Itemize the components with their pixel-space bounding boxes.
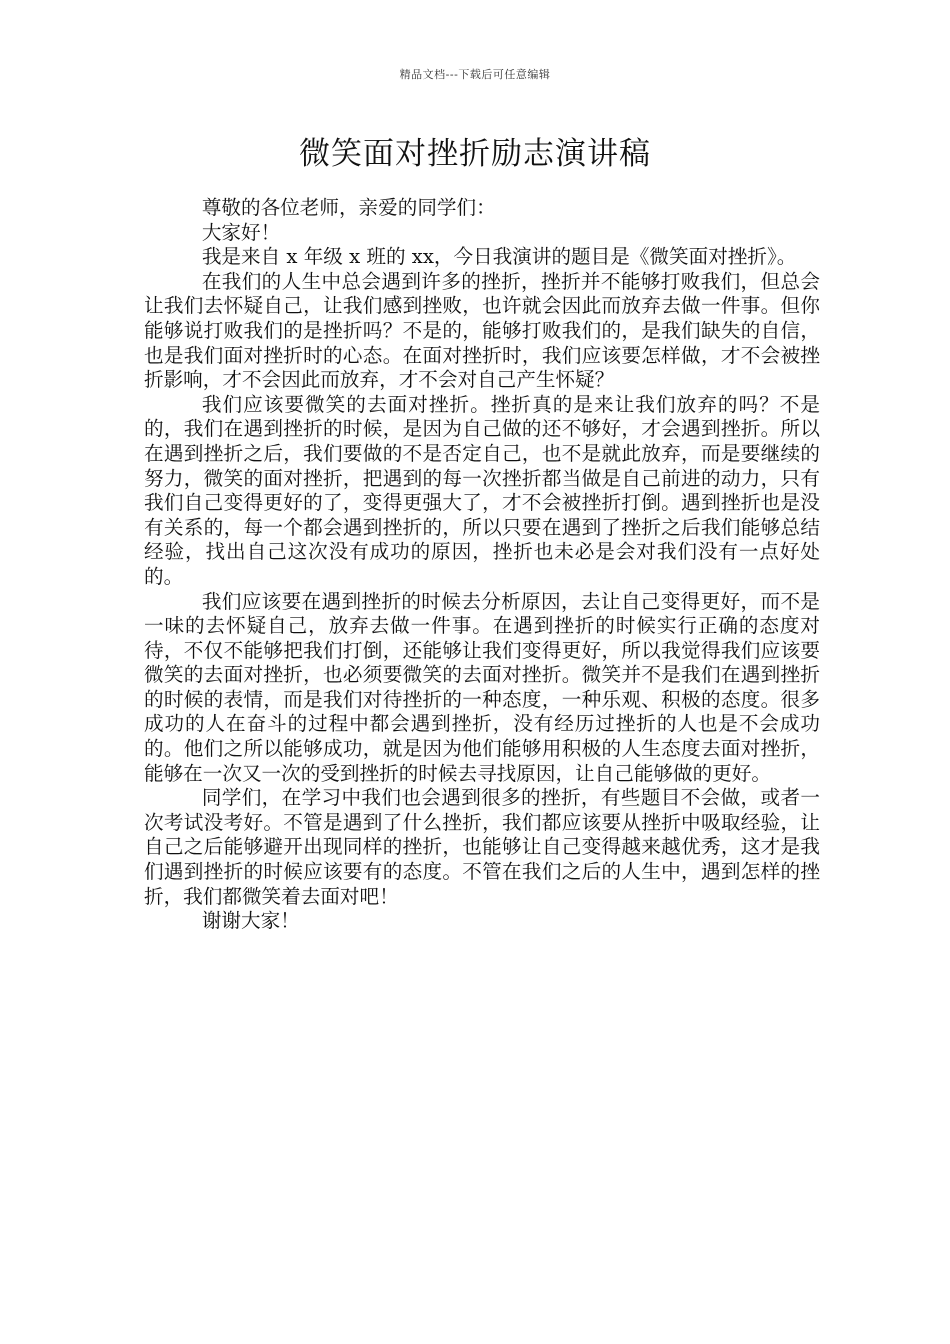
body-paragraph: 我们应该要在遇到挫折的时候去分析原因，去让自己变得更好，而不是一味的去怀疑自己，放弃去做一件事。在遇到挫折的时候实行正确的态度对待，不仅不能够把我们打倒，还能够让我们变得更好，所以我觉得我们应该要微笑的去面对挫折，也必须要微笑的去面对挫折。微笑并不是我们在遇到挫折的时候的表情，而是我们对待挫折的一种态度，一种乐观、积极的态度。很多成功的人在奋斗的过程中都会遇到挫折，没有经历过挫折的人也是不会成功的。他们之所以能够成功，就是因为他们能够用积极的人生态度去面对挫折，能够在一次又一次的受到挫折的时候去寻找原因，让自己能够做的更好。 bbox=[144, 589, 820, 785]
greeting-paragraph: 大家好！ bbox=[201, 220, 281, 244]
intro-paragraph: 我是来自 x 年级 x 班的 xx，今日我演讲的题目是《微笑面对挫折》。 bbox=[201, 245, 797, 269]
document-title: 微笑面对挫折励志演讲稿 bbox=[299, 136, 651, 172]
document-body bbox=[144, 196, 820, 934]
body-paragraph: 在我们的人生中总会遇到许多的挫折，挫折并不能够打败我们，但总会让我们去怀疑自己，让我们感到挫败，也许就会因此而放弃去做一件事。但你能够说打败我们的是挫折吗？不是的，能够打败我们的，是我们缺失的自信，也是我们面对挫折时的心态。在面对挫折时，我们应该要怎样做，才不会被挫折影响，才不会因此而放弃，才不会对自己产生怀疑？ bbox=[144, 269, 820, 392]
salutation-paragraph: 尊敬的各位老师，亲爱的同学们： bbox=[201, 196, 496, 219]
body-paragraph: 我们应该要微笑的去面对挫折。挫折真的是来让我们放弃的吗？不是的，我们在遇到挫折的时候，是因为自己做的还不够好，才会遇到挫折。所以在遇到挫折之后，我们要做的不是否定自己，也不是就此放弃，而是要继续的努力，微笑的面对挫折，把遇到的每一次挫折都当做是自己前进的动力，只有我们自己变得更好的了，变得更强大了，才不会被挫折打倒。遇到挫折也是没有关系的，每一个都会遇到挫折的，所以只要在遇到了挫折之后我们能够总结经验，找出自己这次没有成功的原因，挫折也未必是会对我们没有一点好处的。 bbox=[144, 392, 820, 588]
closing-paragraph: 谢谢大家！ bbox=[201, 909, 300, 933]
body-paragraph: 同学们，在学习中我们也会遇到很多的挫折，有些题目不会做，或者一次考试没考好。不管是遇到了什么挫折，我们都应该要从挫折中吸取经验，让自己之后能够避开出现同样的挫折，也能够让自己变得越来越优秀，这才是我们遇到挫折的时候应该要有的态度。不管在我们之后的人生中，遇到怎样的挫折，我们都微笑着去面对吧！ bbox=[144, 786, 820, 908]
page-header: 精品文档---下载后可任意编辑 bbox=[399, 68, 551, 81]
